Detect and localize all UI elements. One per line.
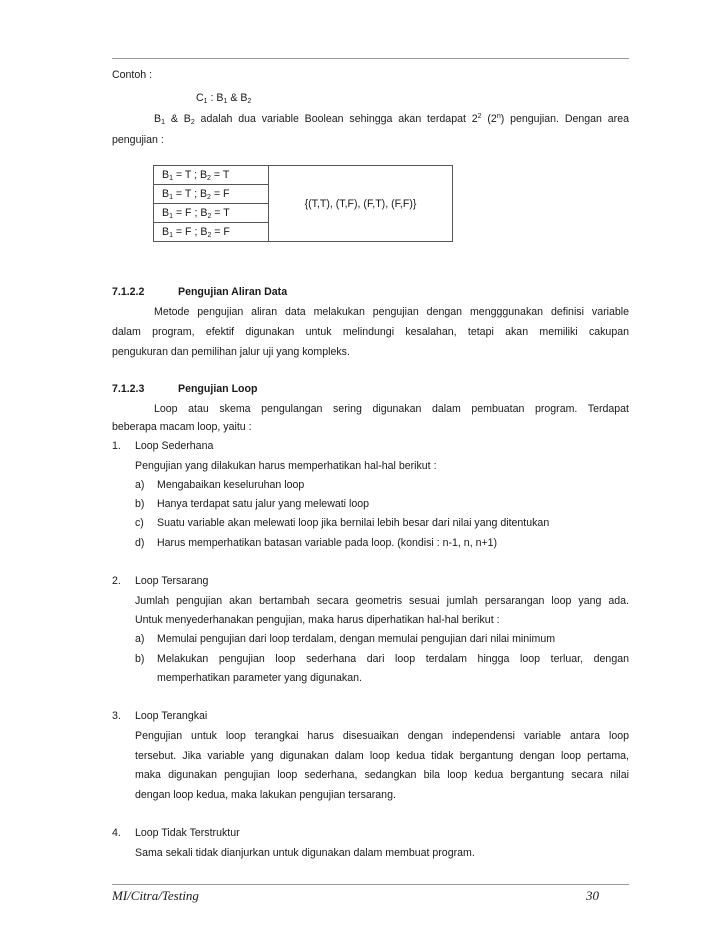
sub-item-text: Suatu variable akan melewati loop jika bernilai lebih besar dari nilai yang ditentukan xyxy=(157,517,550,529)
list-item-text: maka digunakan pengujian loop sederhana, sedangkan bila loop kedua bergantung secara nilai xyxy=(135,769,629,781)
section-number: 7.1.2.2 xyxy=(112,286,145,298)
list-item-title: Loop Tidak Terstruktur xyxy=(135,827,240,839)
list-item-text: Pengujian untuk loop terangkai harus disesuaikan dengan independensi variable antara loop xyxy=(135,730,629,742)
sub-item-letter: d) xyxy=(135,537,145,549)
section-text-line: Metode pengujian aliran data melakukan pengujian dengan mengggunakan definisi variable xyxy=(154,306,629,318)
list-item-text: Jumlah pengujian akan bertambah secara geometris sesuai jumlah persarangan loop yang ada. xyxy=(135,595,629,607)
truth-row: $B_1 = F$ ; $B_2 = T$ xyxy=(154,204,269,223)
sub-item-text: Memulai pengujian dari loop terdalam, dengan memulai pengujian dari nilai minimum xyxy=(157,633,556,645)
sub-item-letter: c) xyxy=(135,517,144,529)
sub-item-text: Melakukan pengujian loop sederhana dari loop terdalam hingga loop terluar, dengan xyxy=(157,653,629,665)
list-item-text: tersebut. Jika variable yang digunakan dalam loop kedua tidak bergantung dengan loop pertama, xyxy=(135,750,629,762)
list-item-title: Loop Sederhana xyxy=(135,440,214,452)
sub-item-text: Mengabaikan keseluruhan loop xyxy=(157,479,305,491)
section-text-line: beberapa macam loop, yaitu : xyxy=(112,421,252,433)
page-number: 30 xyxy=(586,888,599,903)
truth-result: {(T,T), (T,F), (F,T), (F,F)} xyxy=(269,166,453,242)
list-item-number: 4. xyxy=(112,827,121,839)
section-text-line: dalam program, efektif digunakan untuk melindungi kesalahan, tetapi akan memiliki cakupan xyxy=(112,326,629,338)
list-item-text: Sama sekali tidak dianjurkan untuk digunakan dalam membuat program. xyxy=(135,847,475,859)
list-item-number: 1. xyxy=(112,440,121,452)
sub-item-text: Hanya terdapat satu jalur yang melewati loop xyxy=(157,498,369,510)
list-item-number: 3. xyxy=(112,710,121,722)
condition-formula: $C_1$ : $B_1$ & $B_2$ xyxy=(196,92,252,105)
section-title: Pengujian Loop xyxy=(178,383,258,395)
truth-row: $B_1 = T$ ; $B_2 = F$ xyxy=(154,185,269,204)
truth-row: $B_1 = F$ ; $B_2 = F$ xyxy=(154,223,269,242)
header-rule xyxy=(112,58,629,59)
list-item-title: Loop Terangkai xyxy=(135,710,208,722)
example-label: Contoh : xyxy=(112,69,153,81)
sub-item-text: Harus memperhatikan batasan variable pada loop. (kondisi : n-1, n, n+1) xyxy=(157,537,498,549)
list-item-title: Loop Tersarang xyxy=(135,575,209,587)
intro-paragraph: $B_1$ & $B_2$ adalah dua variable Boolean sehingga akan terdapat $2^2$ (2$^n$) pengujian. Dengan area xyxy=(154,113,629,126)
truth-table xyxy=(153,165,453,242)
sub-item-letter: b) xyxy=(135,498,145,510)
list-item-text: Untuk menyederhanakan pengujian, maka harus diperhatikan hal-hal berikut : xyxy=(135,614,500,626)
sub-item-text: memperhatikan parameter yang digunakan. xyxy=(157,672,362,684)
list-item-number: 2. xyxy=(112,575,121,587)
sub-item-letter: a) xyxy=(135,633,145,645)
section-text-line: pengukuran dan pemilihan jalur uji yang kompleks. xyxy=(112,346,350,358)
section-number: 7.1.2.3 xyxy=(112,383,145,395)
list-item-text: dengan loop kedua, maka lakukan pengujian tersarang. xyxy=(135,789,396,801)
sub-item-letter: b) xyxy=(135,653,145,665)
section-title: Pengujian Aliran Data xyxy=(178,286,288,298)
section-text-line: Loop atau skema pengulangan sering digunakan dalam pembuatan program. Terdapat xyxy=(154,403,629,415)
footer-rule xyxy=(112,884,629,885)
footer-title: MI/Citra/Testing xyxy=(112,888,199,903)
truth-row: $B_1 = T$ ; $B_2 = T$ xyxy=(154,166,269,185)
intro-line2: pengujian : xyxy=(112,134,164,146)
sub-item-letter: a) xyxy=(135,479,145,491)
list-item-text: Pengujian yang dilakukan harus memperhatikan hal-hal berikut : xyxy=(135,460,437,472)
